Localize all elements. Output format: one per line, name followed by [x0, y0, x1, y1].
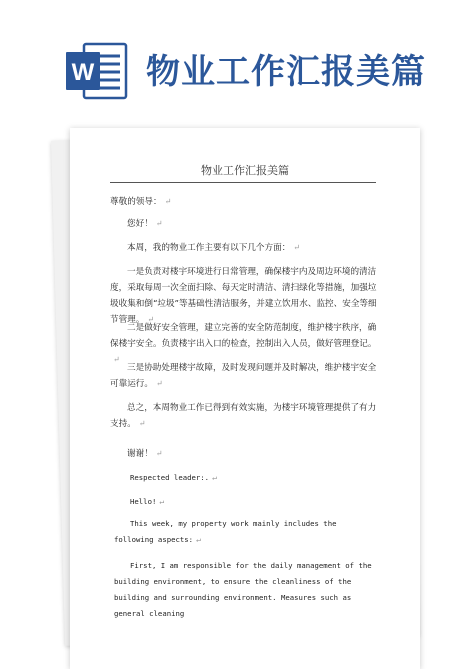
document-page	[70, 128, 420, 669]
paragraph-mark-icon: ↵	[113, 355, 120, 364]
paragraph-mark-icon: ↵	[138, 419, 146, 428]
paragraph-text: Hello!	[130, 497, 157, 506]
document-title: 物业工作汇报美篇	[201, 164, 289, 177]
paragraph-text: 谢谢！	[127, 449, 153, 459]
paragraph-en-salutation	[130, 470, 392, 486]
paragraph-en-point-one	[114, 558, 376, 622]
paragraph-text: This week, my property work mainly includes the following aspects:	[114, 519, 337, 544]
paragraph-point-three	[110, 360, 378, 392]
paragraph-text: 总之，本周物业工作已得到有效实施，为楼宇环境管理提供了有力支持。	[110, 403, 377, 429]
paragraph-intro	[127, 240, 395, 256]
paragraph-mark-icon: ↵	[147, 315, 155, 324]
paragraph-en-intro	[114, 516, 376, 548]
paragraph-text: 本周，我的物业工作主要有以下几个方面：	[127, 243, 291, 253]
paragraph-text: 尊敬的领导：	[110, 197, 162, 207]
paragraph-point-one	[110, 264, 378, 328]
paragraph-mark-icon: ↵	[293, 243, 300, 252]
header-banner	[0, 0, 474, 122]
paragraph-text: 一是负责对楼宇环境进行日常管理，确保楼宇内及周边环境的清洁度，采取每周一次全面扫除、每天定时清洁、清扫绿化等措施，加强垃圾收集和倒“垃圾”等基础性清洁服务，并建立饮用水、监控、安全等细节管理。	[110, 267, 377, 325]
paragraph-text: Respected leader:.	[130, 473, 210, 482]
banner-title: 物业工作汇报美篇	[146, 52, 426, 92]
paragraph-mark-icon: ↵	[159, 497, 165, 506]
paragraph-text: First, I am responsible for the daily management of the building environment, to ensure the cleanliness of the building and surrounding environment. Measures such as general cleaning	[114, 561, 372, 618]
paragraph-mark-icon: ↵	[155, 449, 163, 458]
paragraph-thanks	[127, 446, 395, 462]
word-icon	[64, 38, 130, 104]
paragraph-summary	[110, 400, 378, 432]
word-icon-letter: W	[71, 59, 95, 86]
title-underline	[110, 182, 376, 183]
paragraph-mark-icon: ↵	[164, 197, 172, 206]
paragraph-text: 您好！	[127, 219, 153, 229]
paragraph-en-greeting	[130, 494, 392, 510]
paragraph-mark-icon: ↵	[196, 535, 201, 544]
paragraph-greeting	[127, 216, 395, 232]
paragraph-text: 三是协助处理楼宇故障，及时发现问题并及时解决，维护楼宇安全可靠运行。	[110, 363, 377, 389]
paragraph-text: 二是做好安全管理，建立完善的安全防范制度，维护楼宇秩序，确保楼宇安全。负责楼宇出入口的检查，控制出入人员，做好管理登记。	[110, 323, 377, 349]
paragraph-salutation	[110, 194, 378, 210]
paragraph-mark-icon: ↵	[155, 379, 163, 388]
paragraph-mark-icon: ↵	[155, 219, 163, 228]
paragraph-mark-icon: ↵	[212, 473, 217, 482]
